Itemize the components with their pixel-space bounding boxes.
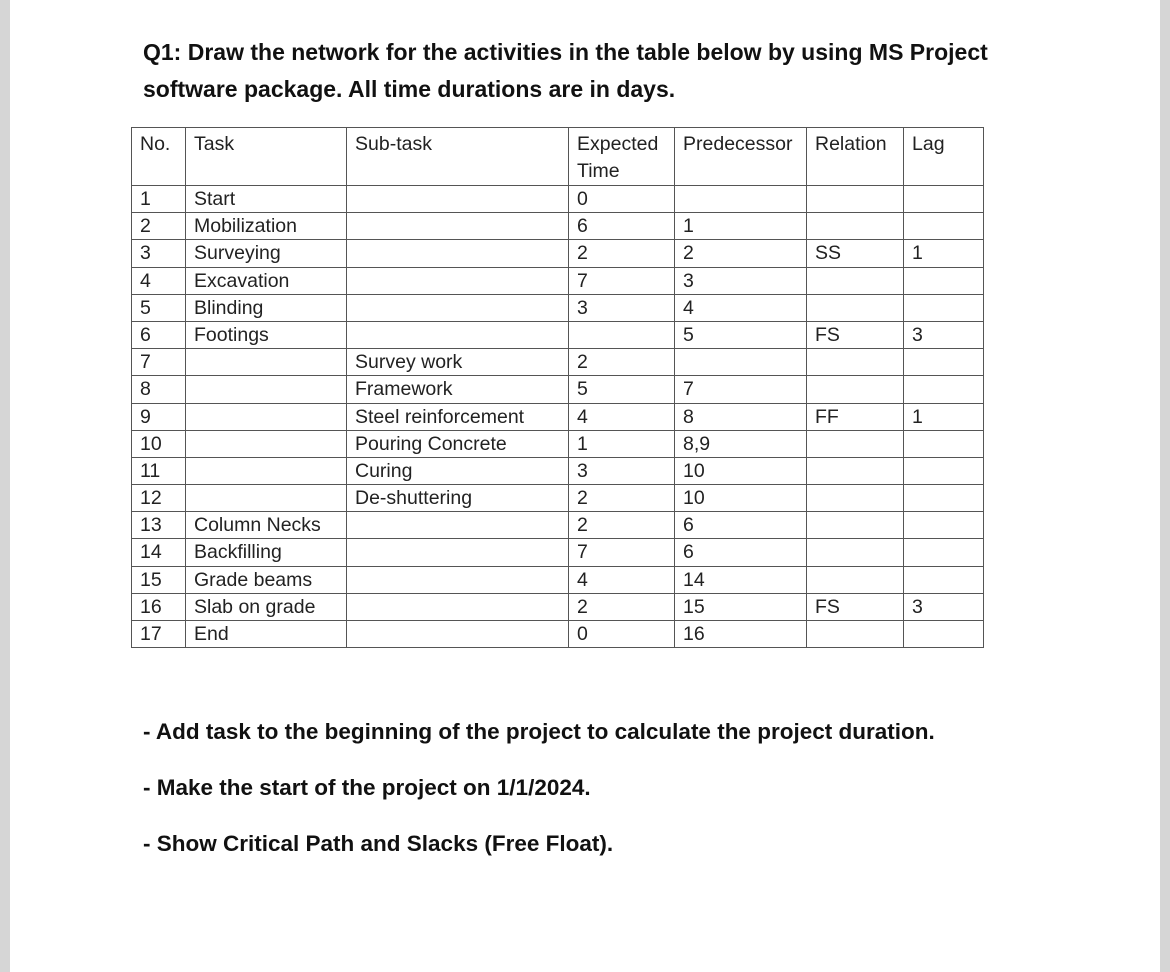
table-row [132, 593, 984, 620]
cell-no: 12 [132, 485, 186, 512]
instruction-item: - Make the start of the project on 1/1/2024. [143, 775, 591, 800]
cell-expected-time: 2 [569, 485, 675, 512]
cell-subtask [347, 294, 569, 321]
cell-relation [807, 376, 904, 403]
cell-lag: 1 [904, 403, 984, 430]
cell-expected-time: 1 [569, 430, 675, 457]
cell-task: Slab on grade [186, 593, 347, 620]
table-row [132, 457, 984, 484]
cell-task: End [186, 621, 347, 648]
cell-lag [904, 186, 984, 213]
table-row [132, 430, 984, 457]
cell-predecessor: 6 [675, 539, 807, 566]
cell-predecessor [675, 349, 807, 376]
cell-relation: FS [807, 321, 904, 348]
cell-no: 16 [132, 593, 186, 620]
cell-task: Blinding [186, 294, 347, 321]
cell-lag: 3 [904, 593, 984, 620]
cell-relation [807, 621, 904, 648]
cell-lag [904, 485, 984, 512]
cell-expected-time: 2 [569, 240, 675, 267]
table-row [132, 349, 984, 376]
cell-relation [807, 539, 904, 566]
cell-predecessor: 5 [675, 321, 807, 348]
cell-subtask [347, 512, 569, 539]
table-row [132, 485, 984, 512]
cell-predecessor: 4 [675, 294, 807, 321]
header-no: No. [132, 128, 186, 186]
table-row [132, 403, 984, 430]
cell-no: 13 [132, 512, 186, 539]
cell-lag [904, 539, 984, 566]
cell-subtask [347, 240, 569, 267]
cell-predecessor [675, 186, 807, 213]
cell-predecessor: 1 [675, 213, 807, 240]
table-row [132, 512, 984, 539]
cell-task [186, 403, 347, 430]
cell-lag [904, 267, 984, 294]
cell-lag [904, 349, 984, 376]
cell-task: Start [186, 186, 347, 213]
cell-no: 11 [132, 457, 186, 484]
header-time-line2: Time [577, 160, 620, 182]
cell-task: Excavation [186, 267, 347, 294]
cell-predecessor: 14 [675, 566, 807, 593]
header-task: Task [186, 128, 347, 186]
cell-relation [807, 512, 904, 539]
cell-predecessor: 10 [675, 457, 807, 484]
cell-task: Mobilization [186, 213, 347, 240]
cell-expected-time: 2 [569, 349, 675, 376]
cell-subtask [347, 213, 569, 240]
cell-subtask [347, 566, 569, 593]
cell-subtask: Curing [347, 457, 569, 484]
cell-subtask: De-shuttering [347, 485, 569, 512]
cell-relation: SS [807, 240, 904, 267]
cell-expected-time: 2 [569, 512, 675, 539]
instruction-item: - Add task to the beginning of the project to calculate the project duration. [143, 719, 935, 744]
cell-expected-time: 2 [569, 593, 675, 620]
header-lag: Lag [904, 128, 984, 186]
table-row [132, 240, 984, 267]
instructions-list [143, 718, 1043, 886]
cell-no: 14 [132, 539, 186, 566]
cell-lag [904, 294, 984, 321]
cell-lag [904, 457, 984, 484]
instruction-item: - Show Critical Path and Slacks (Free Float). [143, 831, 614, 856]
cell-predecessor: 8 [675, 403, 807, 430]
cell-task [186, 376, 347, 403]
table-row [132, 186, 984, 213]
cell-relation [807, 294, 904, 321]
cell-no: 9 [132, 403, 186, 430]
cell-no: 10 [132, 430, 186, 457]
cell-predecessor: 8,9 [675, 430, 807, 457]
question-heading: Q1: Draw the network for the activities in the table below by using MS Project software package. All time durations are in days. [143, 39, 988, 102]
cell-relation [807, 349, 904, 376]
cell-relation [807, 267, 904, 294]
table-row [132, 294, 984, 321]
table-row [132, 267, 984, 294]
cell-subtask [347, 267, 569, 294]
document-page [10, 0, 1160, 972]
cell-predecessor: 10 [675, 485, 807, 512]
cell-subtask [347, 321, 569, 348]
cell-predecessor: 16 [675, 621, 807, 648]
cell-predecessor: 3 [675, 267, 807, 294]
cell-expected-time: 3 [569, 294, 675, 321]
cell-subtask [347, 593, 569, 620]
cell-relation [807, 213, 904, 240]
header-relation: Relation [807, 128, 904, 186]
table-row [132, 376, 984, 403]
cell-predecessor: 7 [675, 376, 807, 403]
cell-task: Footings [186, 321, 347, 348]
cell-lag [904, 566, 984, 593]
cell-relation [807, 186, 904, 213]
cell-no: 8 [132, 376, 186, 403]
cell-expected-time: 6 [569, 213, 675, 240]
cell-lag [904, 376, 984, 403]
header-time-line1: Expected [577, 133, 659, 155]
cell-relation [807, 430, 904, 457]
cell-subtask [347, 539, 569, 566]
cell-relation [807, 566, 904, 593]
cell-task: Backfilling [186, 539, 347, 566]
cell-subtask [347, 186, 569, 213]
cell-no: 7 [132, 349, 186, 376]
cell-expected-time: 0 [569, 621, 675, 648]
header-expected-time [569, 128, 675, 186]
cell-predecessor: 15 [675, 593, 807, 620]
cell-expected-time: 3 [569, 457, 675, 484]
cell-relation [807, 485, 904, 512]
cell-lag: 1 [904, 240, 984, 267]
cell-subtask: Pouring Concrete [347, 430, 569, 457]
cell-expected-time: 4 [569, 403, 675, 430]
cell-lag [904, 213, 984, 240]
cell-relation [807, 457, 904, 484]
header-subtask: Sub-task [347, 128, 569, 186]
cell-expected-time [569, 321, 675, 348]
cell-no: 15 [132, 566, 186, 593]
cell-task: Surveying [186, 240, 347, 267]
activities-table [131, 127, 984, 648]
cell-lag [904, 512, 984, 539]
cell-no: 1 [132, 186, 186, 213]
cell-expected-time: 5 [569, 376, 675, 403]
cell-no: 5 [132, 294, 186, 321]
cell-task [186, 349, 347, 376]
table-row [132, 321, 984, 348]
cell-expected-time: 7 [569, 539, 675, 566]
cell-predecessor: 6 [675, 512, 807, 539]
cell-task [186, 430, 347, 457]
cell-no: 2 [132, 213, 186, 240]
cell-no: 3 [132, 240, 186, 267]
cell-task [186, 485, 347, 512]
cell-expected-time: 4 [569, 566, 675, 593]
cell-expected-time: 7 [569, 267, 675, 294]
cell-task [186, 457, 347, 484]
cell-subtask [347, 621, 569, 648]
cell-subtask: Framework [347, 376, 569, 403]
table-row [132, 621, 984, 648]
table-header-row [132, 128, 984, 186]
cell-lag: 3 [904, 321, 984, 348]
cell-relation: FS [807, 593, 904, 620]
cell-lag [904, 621, 984, 648]
cell-lag [904, 430, 984, 457]
cell-relation: FF [807, 403, 904, 430]
cell-subtask: Steel reinforcement [347, 403, 569, 430]
cell-no: 4 [132, 267, 186, 294]
cell-expected-time: 0 [569, 186, 675, 213]
cell-subtask: Survey work [347, 349, 569, 376]
cell-no: 17 [132, 621, 186, 648]
table-row [132, 539, 984, 566]
cell-no: 6 [132, 321, 186, 348]
table-row [132, 566, 984, 593]
cell-predecessor: 2 [675, 240, 807, 267]
cell-task: Grade beams [186, 566, 347, 593]
header-predecessor: Predecessor [675, 128, 807, 186]
table-row [132, 213, 984, 240]
cell-task: Column Necks [186, 512, 347, 539]
